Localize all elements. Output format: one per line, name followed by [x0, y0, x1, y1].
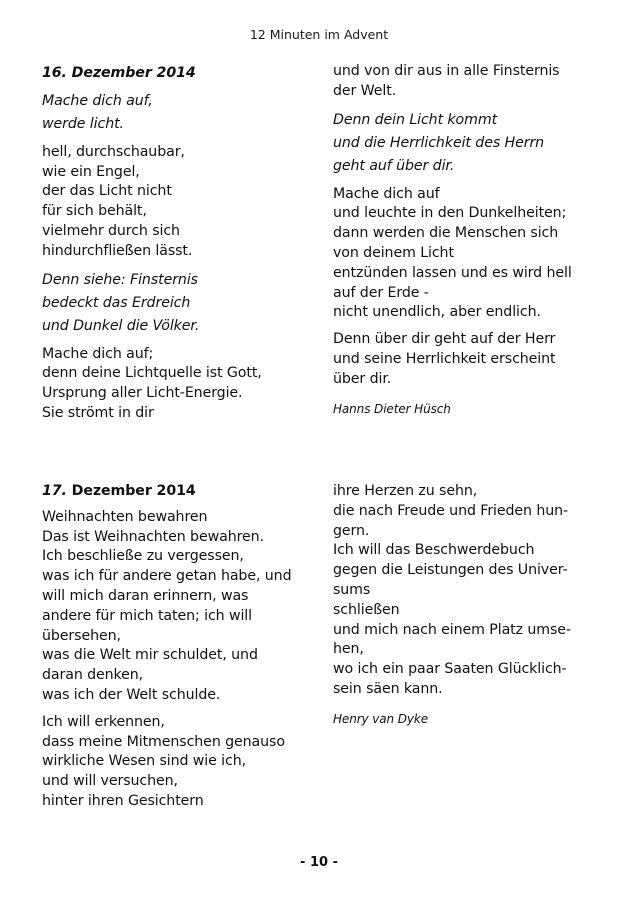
text-line: hinter ihren Gesichtern — [42, 792, 204, 809]
verse-block — [42, 269, 327, 338]
text-line: Ich beschließe zu vergessen, — [42, 548, 244, 565]
text-line: hen, — [333, 641, 364, 658]
text-line: Weihnachten bewahren — [42, 508, 208, 525]
stanza-block — [42, 345, 327, 424]
text-line: Ich will erkennen, — [42, 713, 165, 730]
verse-block — [42, 90, 327, 136]
text-line: was ich für andere getan habe, und — [42, 568, 292, 585]
text-line: hell, durchschaubar, — [42, 143, 185, 160]
text-line: Ursprung aller Licht-Energie. — [42, 385, 243, 402]
column-dec17-left — [42, 482, 327, 812]
text-line: Denn dein Licht kommt — [333, 111, 498, 128]
stanza-block — [42, 508, 327, 706]
text-line: und von dir aus in alle Finsternis — [333, 63, 560, 79]
stanza-block — [333, 330, 618, 389]
text-line: Ich will das Beschwerdebuch — [333, 542, 535, 559]
column-dec16-left — [42, 64, 327, 424]
text-line: hindurchfließen lässt. — [42, 242, 193, 259]
text-line: Mache dich auf, — [42, 92, 153, 109]
text-line: auf der Erde - — [333, 284, 429, 301]
text-line: sums — [333, 581, 371, 598]
stanza-block — [333, 482, 618, 700]
text-line: für sich behält, — [42, 203, 147, 220]
stanza-block — [42, 713, 327, 812]
column-dec16-right — [333, 62, 618, 419]
text-line: Denn siehe: Finsternis — [42, 271, 198, 288]
stanza-block — [42, 143, 327, 262]
text-line: vielmehr durch sich — [42, 222, 180, 239]
text-line: und leuchte in den Dunkelheiten; — [333, 205, 567, 222]
text-line: geht auf über dir. — [333, 157, 455, 174]
author-attribution: Hanns Dieter Hüsch — [333, 401, 451, 416]
title-day: 16. — [42, 65, 67, 81]
verse-block — [333, 109, 618, 178]
text-line: schließen — [333, 601, 400, 618]
title-month: Dezember 2014 — [66, 483, 196, 499]
title-day: 17. — [42, 483, 67, 499]
text-line: und will versuchen, — [42, 773, 178, 790]
author-attribution: Henry van Dyke — [333, 711, 429, 726]
text-line: Denn über dir geht auf der Herr — [333, 331, 556, 348]
text-line: über dir. — [333, 370, 392, 387]
section-title-dec17 — [42, 482, 327, 502]
text-line: der das Licht nicht — [42, 183, 172, 200]
text-line: bedeckt das Erdreich — [42, 294, 191, 311]
text-line: gern. — [333, 522, 370, 539]
text-line: was ich der Welt schulde. — [42, 686, 221, 703]
text-line: und seine Herrlichkeit erscheint — [333, 350, 556, 367]
running-header: 12 Minuten im Advent — [249, 27, 389, 42]
text-line: wirkliche Wesen sind wie ich, — [42, 753, 247, 770]
text-line: der Welt. — [333, 82, 397, 99]
text-line: die nach Freude und Frieden hun- — [333, 502, 569, 519]
text-line: übersehen, — [42, 627, 121, 644]
text-line: wie ein Engel, — [42, 163, 140, 180]
text-line: ihre Herzen zu sehn, — [333, 483, 478, 499]
text-line: Sie strömt in dir — [42, 404, 154, 421]
text-line: und die Herrlichkeit des Herrn — [333, 134, 545, 151]
section-title-dec16 — [42, 64, 327, 84]
stanza-block — [333, 185, 618, 324]
stanza-block — [333, 62, 618, 102]
text-line: und mich nach einem Platz umse- — [333, 621, 571, 638]
text-line: Das ist Weihnachten bewahren. — [42, 528, 264, 545]
text-line: daran denken, — [42, 667, 144, 684]
text-line: dann werden die Menschen sich — [333, 225, 559, 242]
text-line: gegen die Leistungen des Univer- — [333, 562, 568, 579]
text-line: Mache dich auf — [333, 185, 440, 202]
text-line: denn deine Lichtquelle ist Gott, — [42, 365, 262, 382]
text-line: andere für mich taten; ich will — [42, 607, 252, 624]
text-line: werde licht. — [42, 115, 124, 132]
text-line: Mache dich auf; — [42, 345, 154, 362]
text-line: von deinem Licht — [333, 244, 454, 261]
text-line: will mich daran erinnern, was — [42, 587, 249, 604]
text-line: und Dunkel die Völker. — [42, 317, 200, 334]
text-line: was die Welt mir schuldet, und — [42, 647, 258, 664]
text-line: dass meine Mitmenschen genauso — [42, 733, 285, 750]
text-line: nicht unendlich, aber endlich. — [333, 304, 541, 321]
text-line: sein säen kann. — [333, 680, 443, 697]
text-line: wo ich ein paar Saaten Glücklich- — [333, 661, 567, 678]
column-dec17-right — [333, 482, 618, 730]
page-number: - 10 - — [300, 855, 338, 870]
text-line: entzünden lassen und es wird hell — [333, 264, 572, 281]
title-month: Dezember 2014 — [66, 65, 196, 81]
